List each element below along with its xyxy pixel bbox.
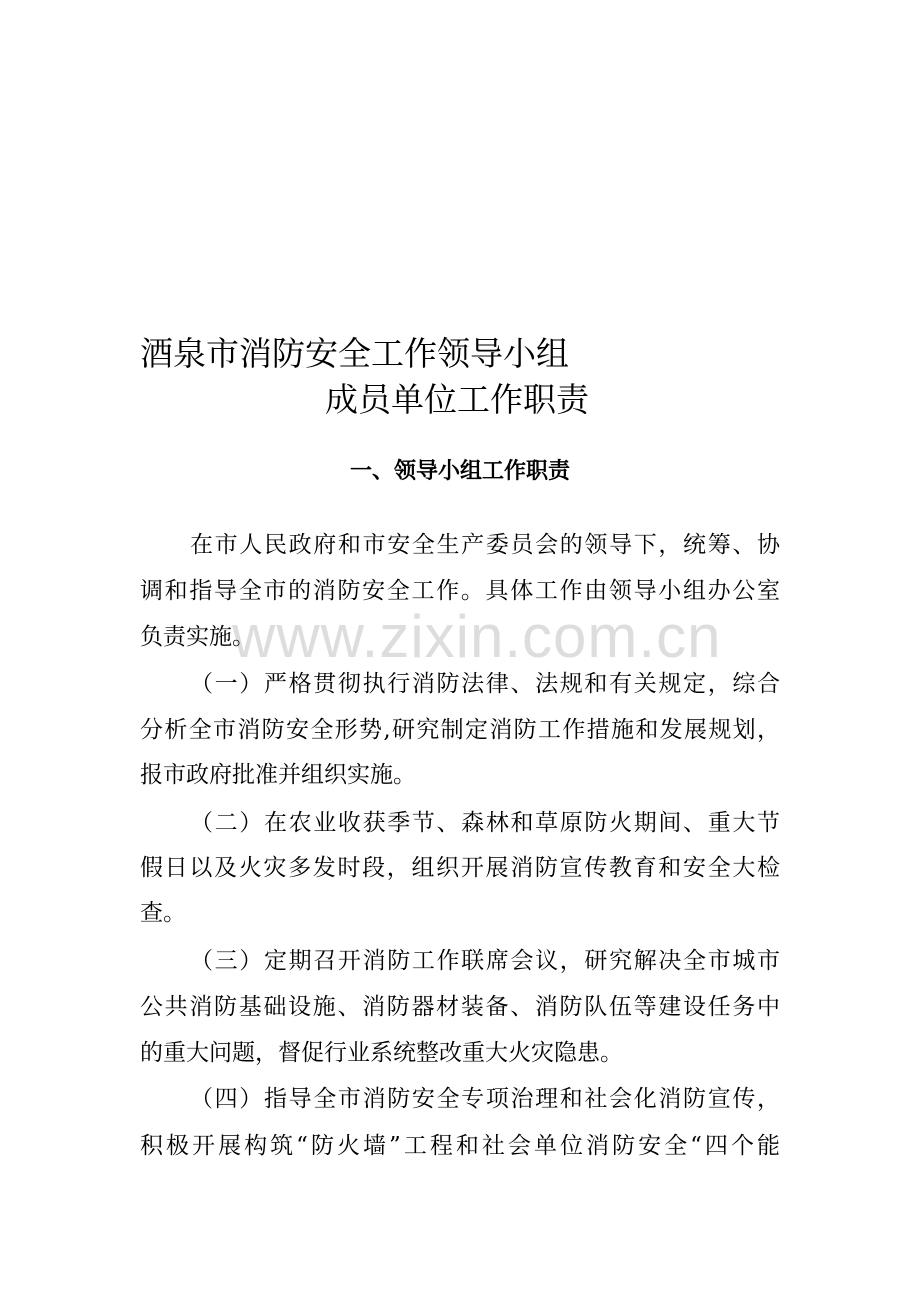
watermark: www.zixin.com.cn — [232, 603, 722, 670]
body-line: 调和指导全市的消防安全工作。具体工作由领导小组办公室 — [140, 578, 780, 604]
body-line: 分析全市消防安全形势,研究制定消防工作措施和发展规划， — [140, 717, 780, 743]
body-line: 查。 — [140, 900, 186, 926]
section-heading: 一、领导小组工作职责 — [349, 458, 570, 484]
body-line: 公共消防基础设施、消防器材装备、消防队伍等建设任务中 — [140, 994, 780, 1020]
body-line: （三）定期召开消防工作联席会议，研究解决全市城市 — [190, 948, 780, 974]
body-line: （四）指导全市消防安全专项治理和社会化消防宣传， — [190, 1086, 780, 1112]
body-line: 在市人民政府和市安全生产委员会的领导下，统筹、协 — [190, 532, 780, 558]
body-line: 积极开展构筑“防火墙”工程和社会单位消防安全“四个能 — [140, 1133, 780, 1159]
body-line: （一）严格贯彻执行消防法律、法规和有关规定，综合 — [190, 671, 780, 697]
body-line: 的重大问题，督促行业系统整改重大火灾隐患。 — [140, 1040, 623, 1066]
body-line: （二）在农业收获季节、森林和草原防火期间、重大节 — [190, 810, 780, 836]
document-title-line-1: 酒泉市消防安全工作领导小组 — [140, 334, 569, 373]
body-line: 负责实施。 — [140, 624, 255, 650]
body-line: 报市政府批准并组织实施。 — [140, 762, 416, 788]
document-title-line-2: 成员单位工作职责 — [325, 380, 589, 419]
body-line: 假日以及火灾多发时段，组织开展消防宣传教育和安全大检 — [140, 855, 780, 881]
